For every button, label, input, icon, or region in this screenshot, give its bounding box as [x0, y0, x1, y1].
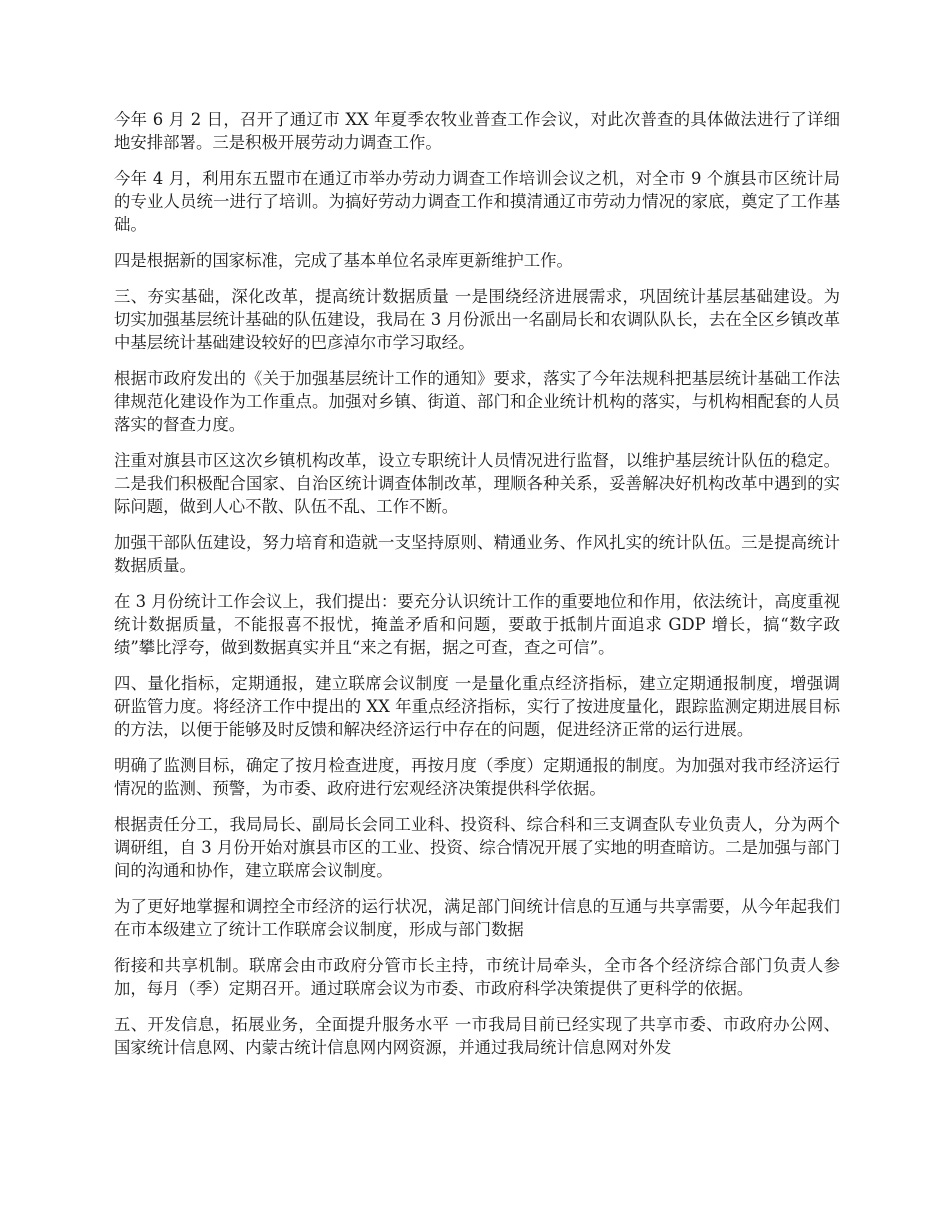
paragraph: 在 3 月份统计工作会议上，我们提出：要充分认识统计工作的重要地位和作用，依法统计，高度重视统计数据质量，不能报喜不报忧，掩盖矛盾和问题，要敢于抵制片面追求 GDP 增长，搞“数字政绩”攀比浮夸，做到数据真实并且“来之有据，据之可查，查之可信”。 [114, 592, 840, 657]
paragraph: 今年 4 月，利用东五盟市在通辽市举办劳动力调查工作培训会议之机，对全市 9 个旗县市区统计局的专业人员统一进行了培训。为搞好劳动力调查工作和摸清通辽市劳动力情况的家底，奠定了工作基础。 [114, 169, 840, 234]
paragraph: 加强干部队伍建设，努力培育和造就一支坚持原则、精通业务、作风扎实的统计队伍。三是提高统计数据质量。 [114, 533, 840, 575]
paragraph: 根据市政府发出的《关于加强基层统计工作的通知》要求，落实了今年法规科把基层统计基础工作法律规范化建设作为工作重点。加强对乡镇、街道、部门和企业统计机构的落实，与机构相配套的人员落实的督查力度。 [114, 369, 840, 434]
paragraph: 明确了监测目标，确定了按月检查进度，再按月度（季度）定期通报的制度。为加强对我市经济运行情况的监测、预警，为市委、政府进行宏观经济决策提供科学依据。 [114, 756, 840, 798]
paragraph: 四、量化指标，定期通报，建立联席会议制度 一是量化重点经济指标，建立定期通报制度，增强调研监管力度。将经济工作中提出的 XX 年重点经济指标，实行了按进度量化，跟踪监测定期进展目标的方法，以便于能够及时反馈和解决经济运行中存在的问题，促进经济正常的运行进展。 [114, 674, 840, 739]
document-page [114, 108, 840, 1072]
paragraph: 五、开发信息，拓展业务，全面提升服务水平 一市我局目前已经实现了共享市委、市政府办公网、国家统计信息网、内蒙古统计信息网内网资源，并通过我局统计信息网对外发 [114, 1015, 840, 1057]
paragraph: 根据责任分工，我局局长、副局长会同工业科、投资科、综合科和三支调查队专业负责人，分为两个调研组，自 3 月份开始对旗县市区的工业、投资、综合情况开展了实地的明查暗访。二是加强与部门间的沟通和协作，建立联席会议制度。 [114, 815, 840, 880]
paragraph: 四是根据新的国家标准，完成了基本单位名录库更新维护工作。 [114, 251, 573, 270]
paragraph: 今年 6 月 2 日，召开了通辽市 XX 年夏季农牧业普查工作会议，对此次普查的具体做法进行了详细地安排部署。三是积极开展劳动力调查工作。 [114, 110, 840, 152]
paragraph: 三、夯实基础，深化改革，提高统计数据质量 一是围绕经济进展需求，巩固统计基层基础建设。为切实加强基层统计基础的队伍建设，我局在 3 月份派出一名副局长和农调队队长，去在全区乡镇改革中基层统计基础建设较好的巴彦淖尔市学习取经。 [114, 287, 840, 352]
paragraph: 为了更好地掌握和调控全市经济的运行状况，满足部门间统计信息的互通与共享需要，从今年起我们在市本级建立了统计工作联席会议制度，形成与部门数据 [114, 897, 840, 939]
paragraph: 衔接和共享机制。联席会由市政府分管市长主持，市统计局牵头，全市各个经济综合部门负责人参加，每月（季）定期召开。通过联席会议为市委、市政府科学决策提供了更科学的依据。 [114, 956, 840, 998]
paragraph: 注重对旗县市区这次乡镇机构改革，设立专职统计人员情况进行监督，以维护基层统计队伍的稳定。二是我们积极配合国家、自治区统计调查体制改革，理顺各种关系，妥善解决好机构改革中遇到的实际问题，做到人心不散、队伍不乱、工作不断。 [114, 451, 840, 516]
